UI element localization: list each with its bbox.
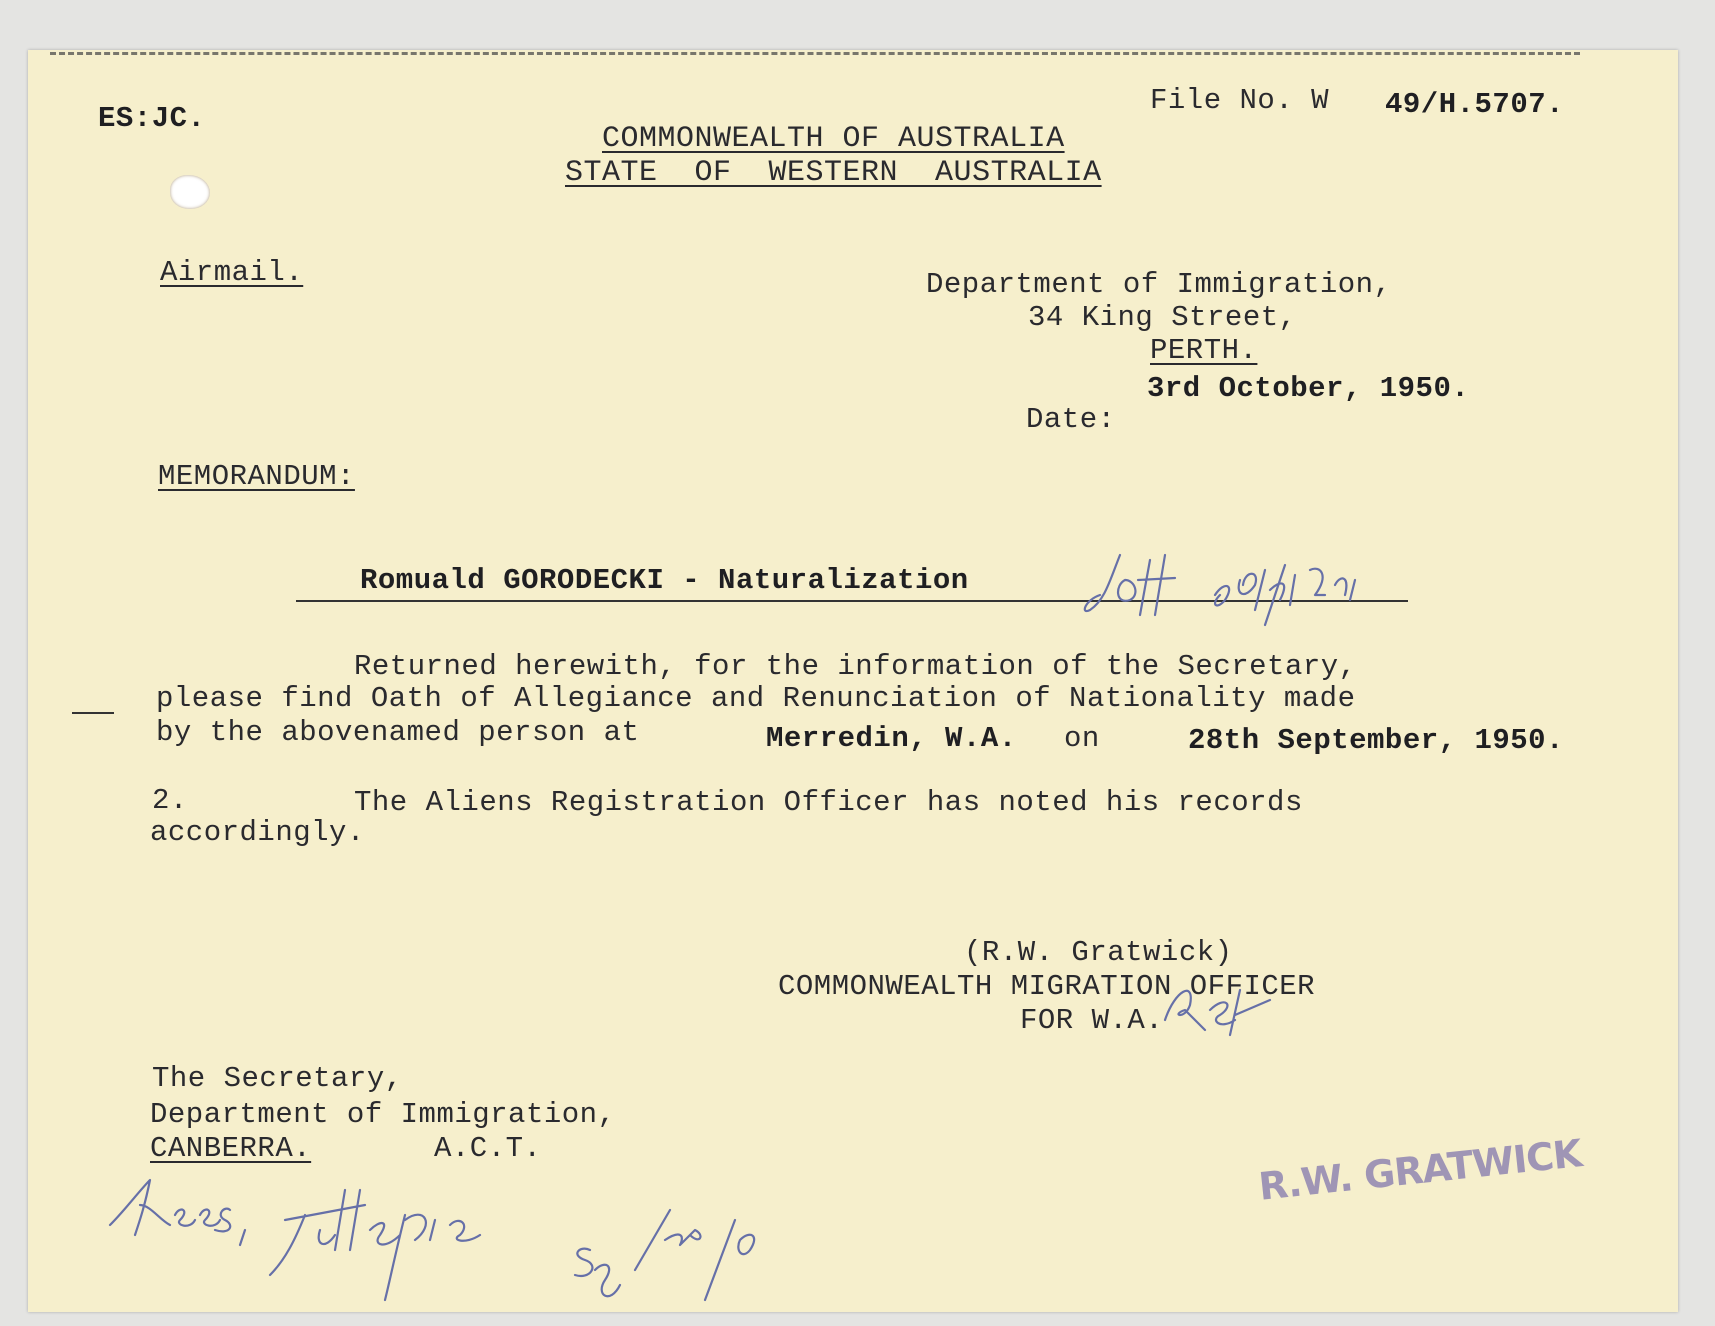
subject-line: Romuald GORODECKI - Naturalization: [360, 564, 969, 597]
recipient-line1: The Secretary,: [152, 1062, 403, 1095]
date-label: Date:: [1026, 403, 1116, 436]
para2-number: 2.: [152, 784, 188, 817]
handwritten-initials: [1150, 970, 1280, 1050]
handwritten-file-annotation: [1080, 540, 1420, 640]
body-para1-line3: by the abovenamed person at: [156, 716, 640, 749]
recipient-city: CANBERRA.: [150, 1132, 312, 1165]
punch-hole: [170, 175, 210, 209]
signatory-region: FOR W.A.: [1020, 1004, 1164, 1037]
margin-dash: [72, 712, 114, 714]
file-number-label: File No. W: [1150, 84, 1330, 117]
reference-code: ES:JC.: [98, 102, 206, 135]
gratwick-stamp: R.W. GRATWICK: [1256, 1131, 1584, 1209]
body-para1-line1: Returned herewith, for the information of the Secretary,: [354, 650, 1357, 683]
sender-city: PERTH.: [1150, 334, 1258, 367]
heading-commonwealth: COMMONWEALTH OF AUSTRALIA: [602, 122, 1065, 156]
handwritten-received-note: [105, 1160, 785, 1310]
sender-department: Department of Immigration,: [926, 268, 1392, 301]
memorandum-label: MEMORANDUM:: [158, 460, 355, 493]
sender-street: 34 King Street,: [1028, 301, 1297, 334]
file-number-value: 49/H.5707.: [1385, 88, 1565, 121]
heading-state: STATE OF WESTERN AUSTRALIA: [565, 156, 1102, 190]
body-para2-line1: The Aliens Registration Officer has noted his records: [354, 786, 1303, 819]
signatory-name: (R.W. Gratwick): [964, 936, 1233, 969]
signatory-title: COMMONWEALTH MIGRATION OFFICER: [778, 970, 1316, 1003]
recipient-territory: A.C.T.: [434, 1132, 542, 1165]
body-on: on: [1064, 722, 1100, 755]
memo-date: 3rd October, 1950.: [1147, 372, 1470, 405]
paper-top-edge: [50, 52, 1580, 55]
body-para1-line2: please find Oath of Allegiance and Renunciation of Nationality made: [156, 682, 1356, 715]
body-para2-line2: accordingly.: [150, 816, 365, 849]
naturalization-date: 28th September, 1950.: [1188, 724, 1564, 757]
naturalization-place: Merredin, W.A.: [766, 722, 1017, 755]
recipient-line2: Department of Immigration,: [150, 1098, 616, 1131]
airmail-label: Airmail.: [160, 256, 304, 289]
